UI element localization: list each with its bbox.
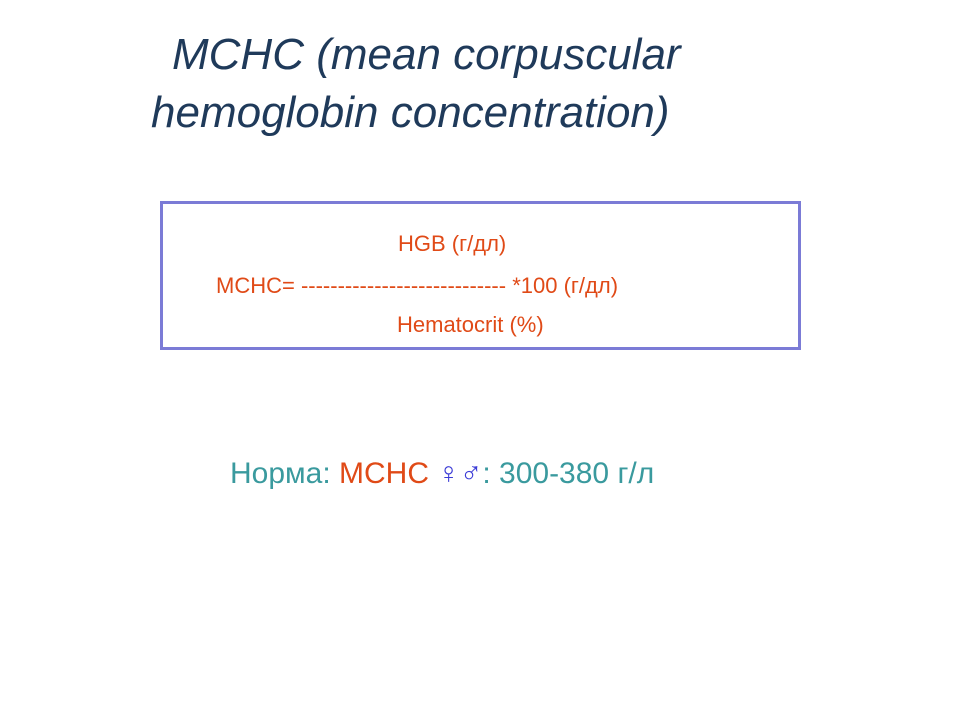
formula-numerator: HGB (г/дл) — [398, 231, 507, 256]
norm-value: : 300-380 г/л — [482, 457, 655, 490]
formula-denominator: Hematocrit (%) — [397, 312, 544, 337]
title-line-2: hemoglobin concentration) — [151, 88, 670, 137]
formula-box — [160, 201, 801, 350]
norm-parameter: MCHC — [339, 457, 438, 490]
formula-main-line: MCHC= ---------------------------- *100 (г/дл) — [216, 273, 619, 298]
gender-symbols-icon: ♀♂ — [437, 457, 483, 490]
slide-title — [0, 26, 960, 142]
title-line-1: MCHC (mean corpuscular — [172, 30, 681, 79]
norm-range-line — [230, 456, 654, 492]
norm-label: Норма: — [230, 457, 340, 490]
